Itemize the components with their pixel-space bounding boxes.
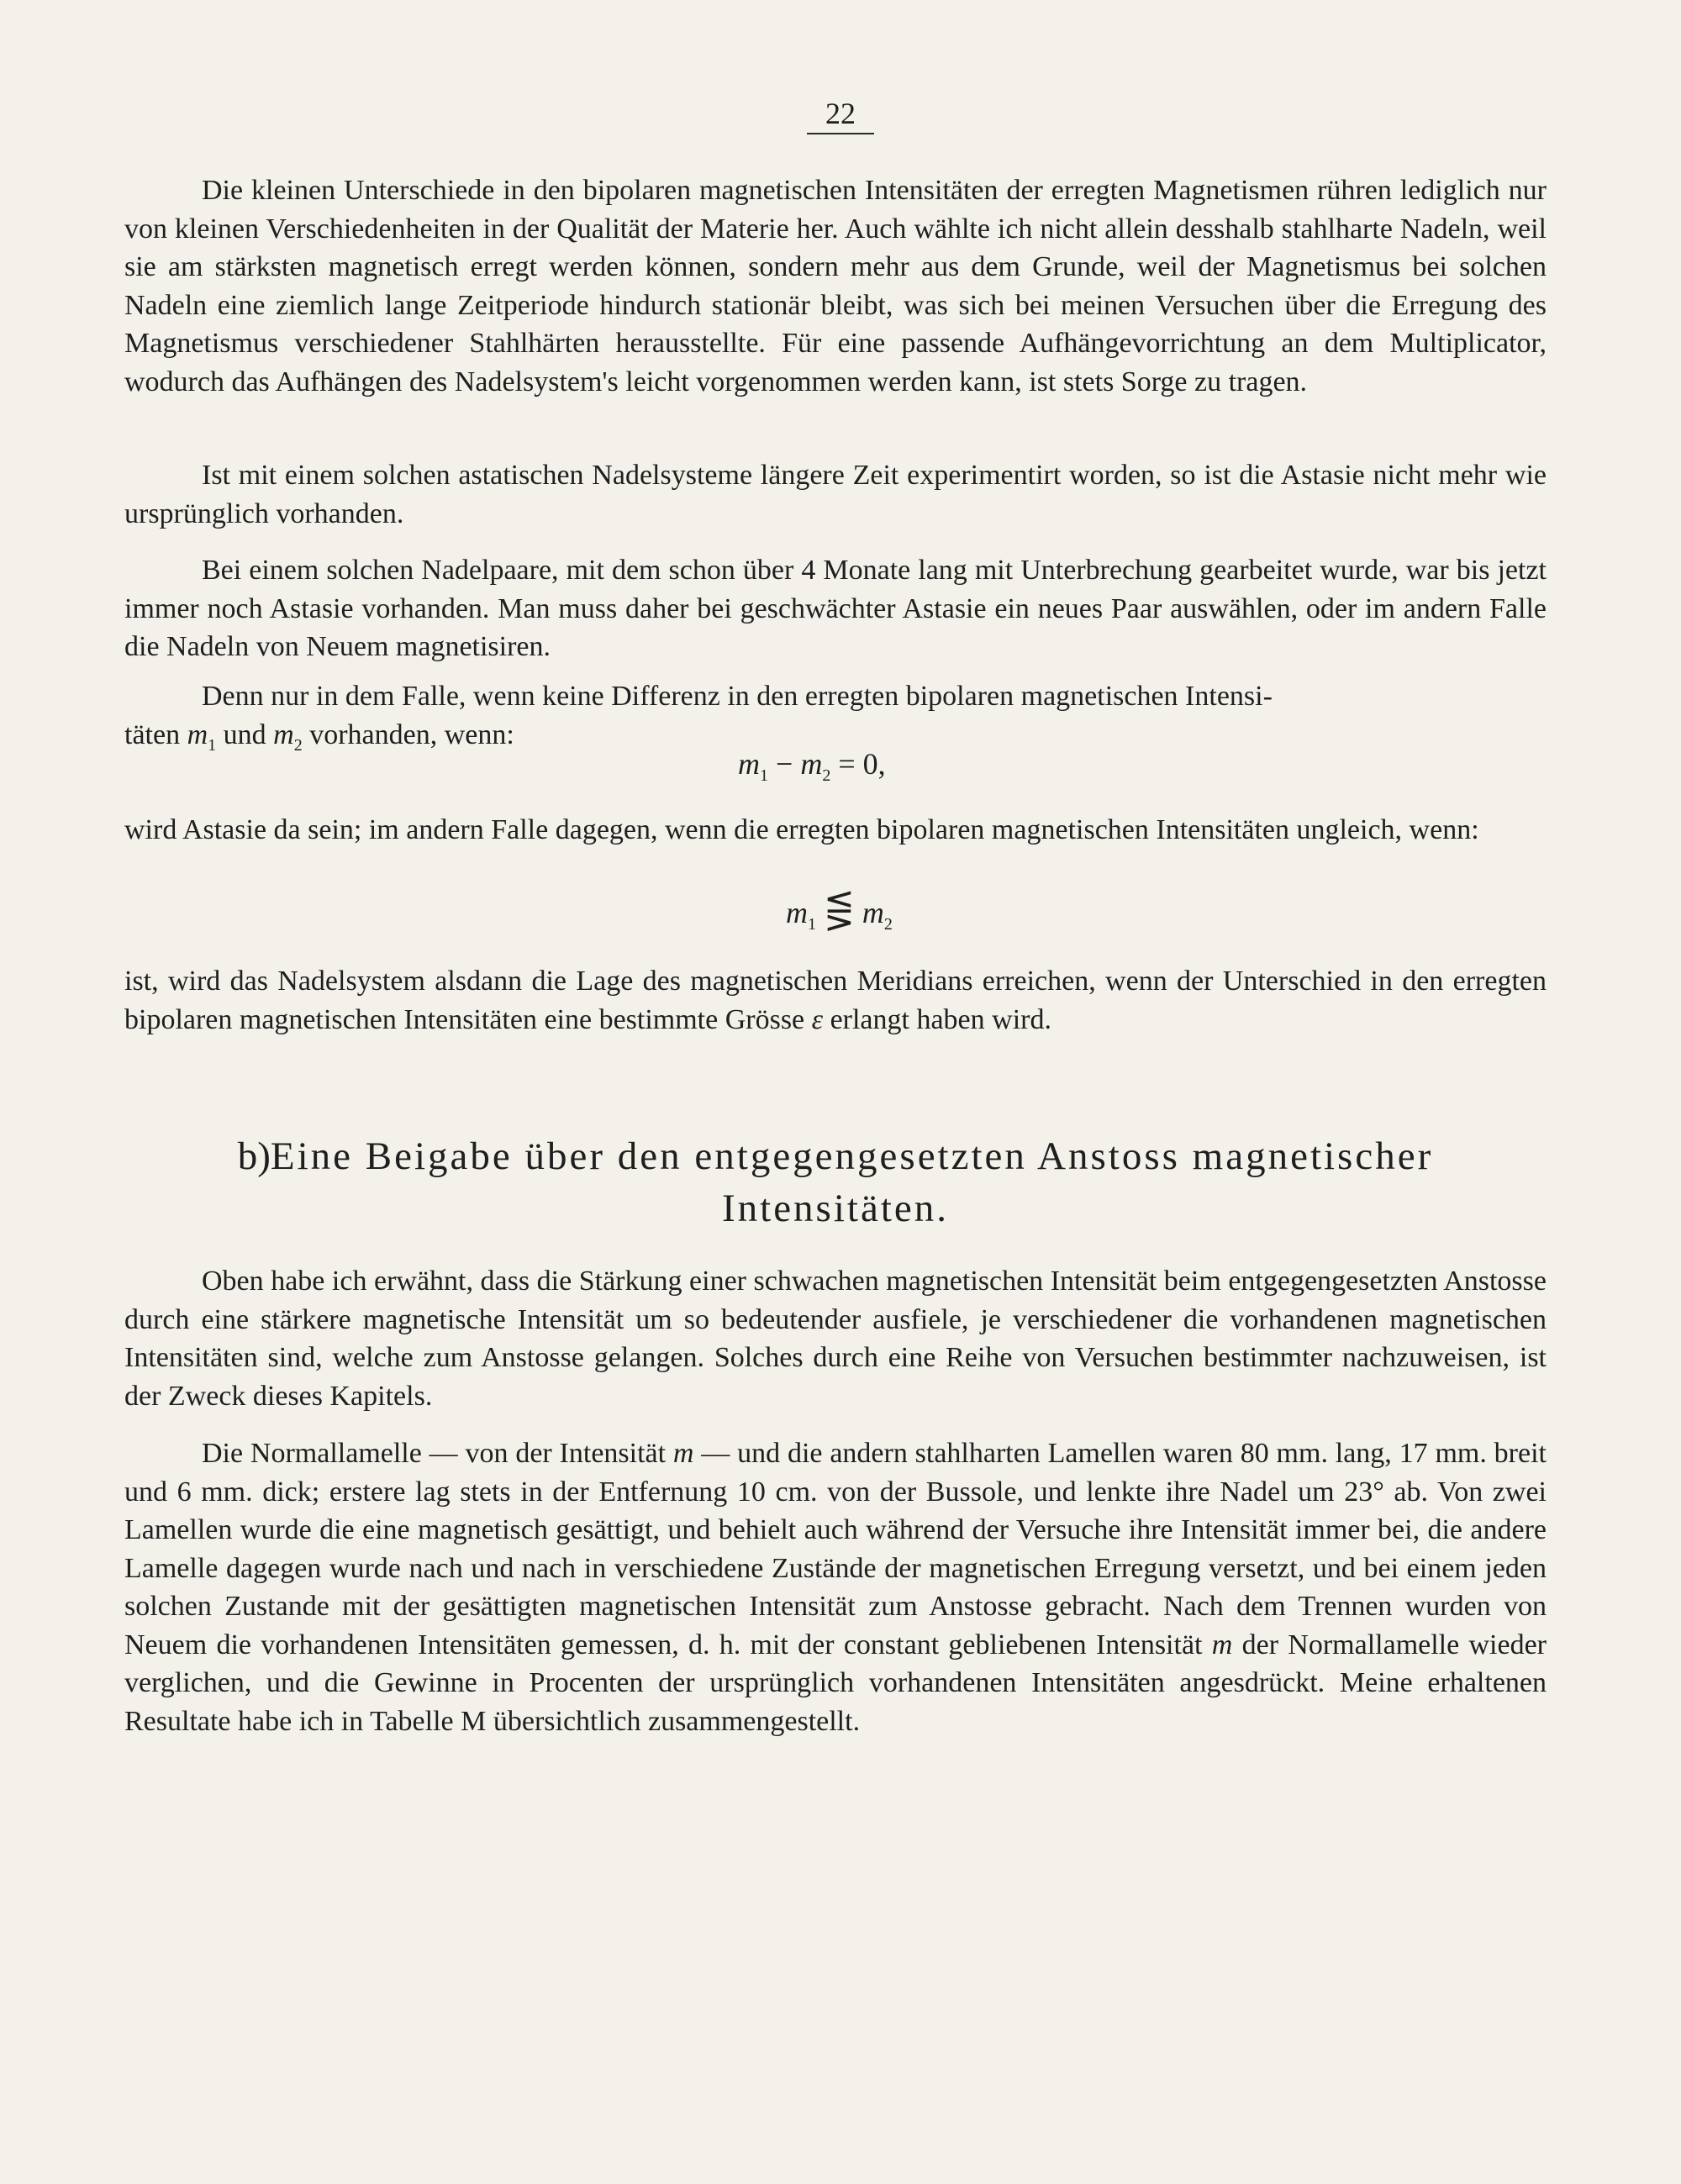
paragraph-1: Die kleinen Unterschiede in den bipolaren magnetischen Intensitäten der erregten Magnetismen rühren lediglich nur von kleinen Verschiedenheiten in der Qualität der Materie her. Auch wählte ich nicht allein desshalb stahlharte Nadeln, weil sie am stärksten magnetisch erregt werden können, sondern mehr aus dem Grunde, weil der Magnetismus bei solchen Nadeln eine ziemlich lange Zeitperiode hindurch stationär bleibt, was sich bei meinen Versuchen über die Erregung des Magnetismus verschiedener Stahlhärten herausstellte. Für eine passende Aufhängevorrichtung an dem Multiplicator, wodurch das Aufhängen des Nadelsystem's leicht vorgenommen werden kann, ist stets Sorge zu tragen. — [124, 175, 1547, 397]
section-heading — [124, 1130, 1547, 1234]
symbol-epsilon: ε — [811, 1003, 824, 1035]
section-heading-line-1: b)Eine Beigabe über den entgegengesetzten Anstoss magnetischer — [237, 1134, 1434, 1178]
paragraph-8: Die Normallamelle — von der Intensität m — und die andern stahlharten Lamellen waren 80 mm. lang, 17 mm. breit und 6 mm. dick; erstere lag stets in der Entfernung 10 cm. von der Bussole, und lenkte ihre Nadel um 23° ab. Von zwei Lamellen wurde die eine magnetisch gesättigt, und behielt auch während der Versuche ihre Intensität immer bei, die andere Lamelle dagegen wurde nach und nach in verschiedene Zustände der magnetischen Erregung versetzt, und bei einem jeden solchen Zustande mit der gesättigten magnetischen Intensität zum Anstosse gebracht. Nach dem Trennen wurden von Neuem die vorhandenen Intensitäten gemessen, d. h. mit der constant gebliebenen Intensität m der Normallamelle wieder verglichen, und die Gewinne in Procenten der ursprünglich vorhandenen Intensitäten angesdrückt. Meine erhaltenen Resultate habe ich in Tabelle M übersichtlich zusammengestellt. — [124, 1438, 1547, 1737]
var-m1: $m_1$ — [187, 719, 217, 755]
word-vorhanden: vorhanden, wenn: — [309, 719, 514, 750]
paragraph-5: wird Astasie da sein; im andern Falle dagegen, wenn die erregten bipolaren magnetischen Intensitäten ungleich, wenn: — [124, 814, 1479, 845]
page-number: 22 — [807, 94, 874, 134]
equation-inequality: $m_1$ ⋚ $m_2$ — [786, 890, 893, 934]
paragraph-3: Bei einem solchen Nadelpaare, mit dem schon über 4 Monate lang mit Unterbrechung gearbeitet wurde, war bis jetzt immer noch Astasie vorhanden. Man muss daher bei geschwächter Astasie ein neues Paar auswählen, oder im andern Falle die Nadeln von Neuem magnetisiren. — [124, 555, 1547, 662]
section-heading-line-2: Intensitäten. — [721, 1187, 949, 1230]
paragraph-7: Oben habe ich erwähnt, dass die Stärkung einer schwachen magnetischen Intensität beim entgegengesetzten Anstosse durch eine stärkere magnetische Intensität um so bedeutender ausfiele, je verschiedener die vorhandenen magnetischen Intensitäten sind, welche zum Anstosse gelangen. Solches durch eine Reihe von Versuchen bestimmter nachzuweisen, ist der Zweck dieses Kapitels. — [124, 1266, 1547, 1412]
var-m-intensity: m — [672, 1438, 694, 1469]
var-m-intensity-2: m — [1211, 1629, 1233, 1660]
var-m2: $m_2$ — [273, 719, 303, 755]
paragraph-4-line-1: Denn nur in dem Falle, wenn keine Differenz in den erregten bipolaren magnetischen Intensi- — [202, 681, 1273, 712]
word-und: und — [223, 719, 266, 750]
word-taeten: täten — [124, 719, 181, 750]
section-label: b) — [237, 1134, 271, 1178]
equation-difference-zero: $m_1 - m_2 = 0$, — [738, 747, 886, 785]
paragraph-2: Ist mit einem solchen astatischen Nadelsysteme längere Zeit experimentirt worden, so ist die Astasie nicht mehr wie ursprünglich vorhanden. — [124, 460, 1547, 529]
paragraph-6: ist, wird das Nadelsystem alsdann die Lage des magnetischen Meridians erreichen, wenn der Unterschied in den erregten bipolaren magnetischen Intensitäten eine bestimmte Grösse ε erlangt haben wird. — [124, 966, 1547, 1035]
